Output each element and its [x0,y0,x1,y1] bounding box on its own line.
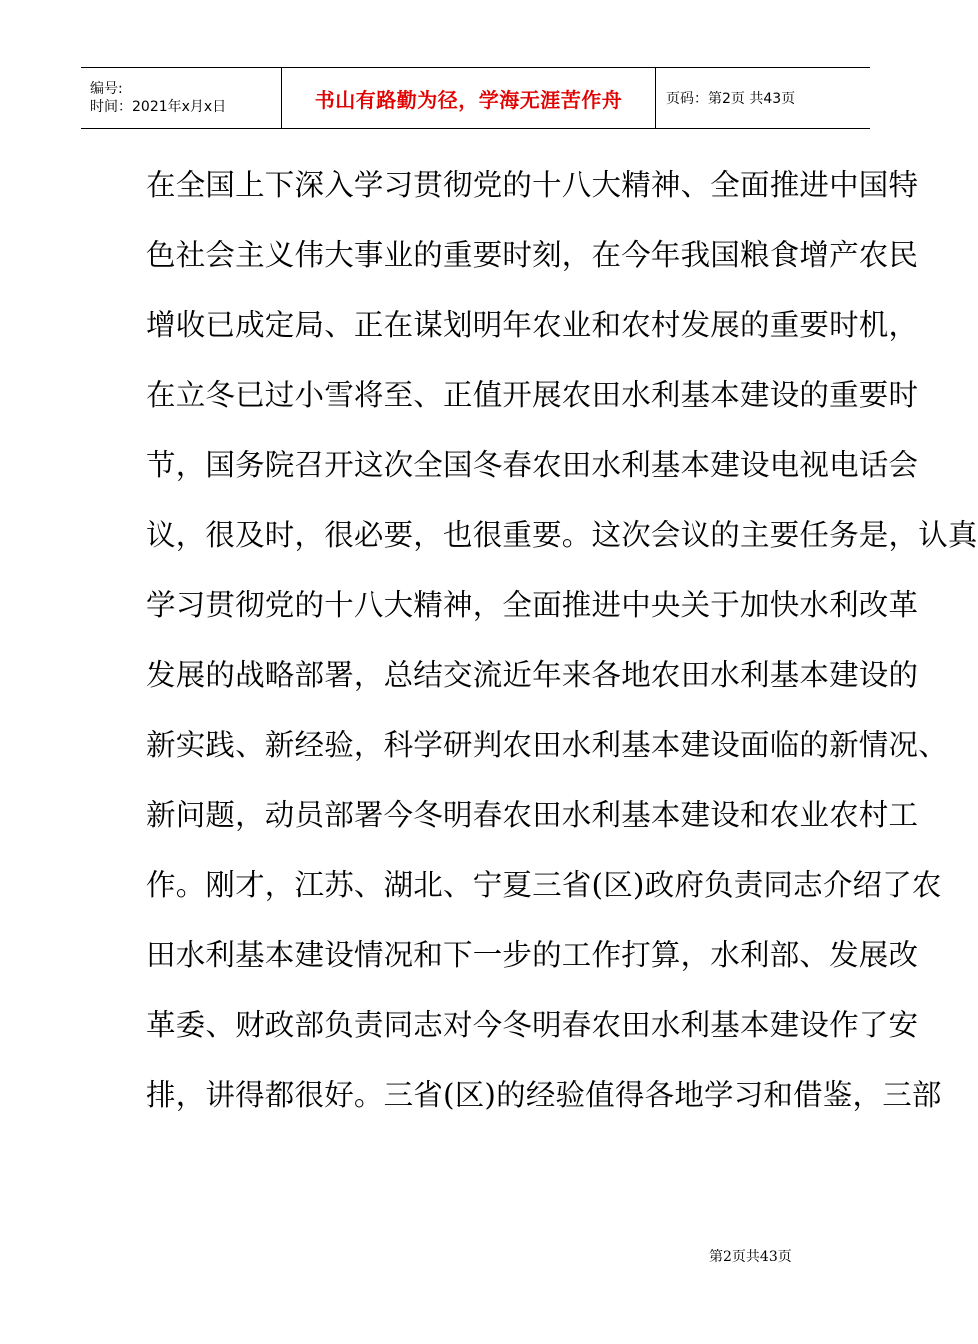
body-line: 革委、财政部负责同志对今冬明春农田水利基本建设作了安 [146,1008,919,1042]
header-page-cell [656,68,870,128]
header-motto-cell [282,68,656,128]
body-line: 田水利基本建设情况和下一步的工作打算，水利部、发展改 [146,938,919,972]
document-number-label: 编号: [90,81,123,97]
body-line: 作。刚才，江苏、湖北、宁夏三省(区)政府负责同志介绍了农 [146,868,942,902]
body-line: 发展的战略部署，总结交流近年来各地农田水利基本建设的 [146,658,919,692]
body-line: 新问题，动员部署今冬明春农田水利基本建设和农业农村工 [146,798,919,832]
body-line: 色社会主义伟大事业的重要时刻，在今年我国粮食增产农民 [146,238,919,272]
body-line: 新实践、新经验，科学研判农田水利基本建设面临的新情况、 [146,728,948,762]
header-page-info: 页码：第2页 共43页 [666,91,796,107]
body-line: 增收已成定局、正在谋划明年农业和农村发展的重要时机， [146,308,919,342]
body-line: 议，很及时，很必要，也很重要。这次会议的主要任务是，认真 [146,518,978,552]
document-body [146,150,978,1130]
header-meta [81,68,282,128]
body-line: 学习贯彻党的十八大精神，全面推进中央关于加快水利改革 [146,588,919,622]
body-line: 在全国上下深入学习贯彻党的十八大精神、全面推进中国特 [146,168,919,202]
document-time: 时间：2021年x月x日 [90,99,227,115]
body-line: 在立冬已过小雪将至、正值开展农田水利基本建设的重要时 [146,378,919,412]
page-footer: 第2页共43页 [709,1249,792,1265]
header-motto: 书山有路勤为径，学海无涯苦作舟 [314,87,623,112]
body-line: 节，国务院召开这次全国冬春农田水利基本建设电视电话会 [146,448,919,482]
document-header [81,67,870,129]
body-line: 排，讲得都很好。三省(区)的经验值得各地学习和借鉴，三部 [146,1078,942,1112]
